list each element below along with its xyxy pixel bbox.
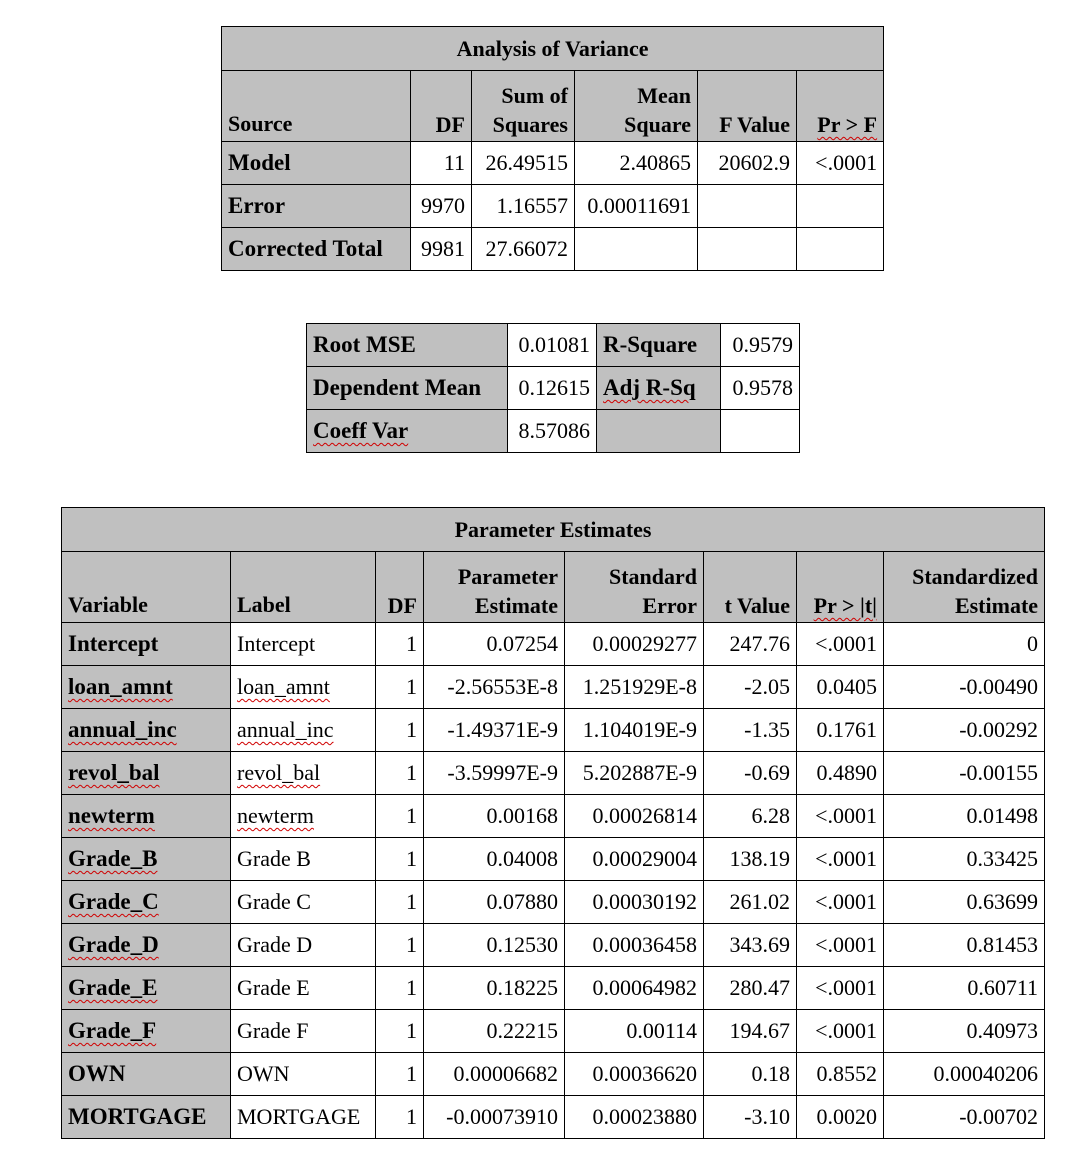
- anova-header-source: Source: [222, 71, 411, 142]
- param-stderr: 5.202887E-9: [565, 752, 704, 795]
- params-header-p: [797, 552, 884, 623]
- param-variable: MORTGAGE: [62, 1096, 231, 1139]
- param-estimate: 0.04008: [424, 838, 565, 881]
- param-variable-text: annual_inc: [68, 717, 177, 742]
- param-stderr: 0.00026814: [565, 795, 704, 838]
- anova-ms: [575, 228, 698, 271]
- anova-header-f: F Value: [698, 71, 797, 142]
- param-t: 138.19: [704, 838, 797, 881]
- fit-row: [307, 324, 800, 367]
- param-p: <.0001: [797, 623, 884, 666]
- anova-df: 9970: [411, 185, 472, 228]
- param-t: -3.10: [704, 1096, 797, 1139]
- anova-header-p: [797, 71, 884, 142]
- params-row: [62, 924, 1045, 967]
- param-label-text: revol_bal: [237, 760, 321, 785]
- param-estimate: 0.18225: [424, 967, 565, 1010]
- anova-header-p-text: Pr > F: [817, 112, 878, 137]
- param-variable: [62, 924, 231, 967]
- param-stderr: 0.00036620: [565, 1053, 704, 1096]
- anova-source: Corrected Total: [222, 228, 411, 271]
- param-label: [231, 709, 376, 752]
- param-p: 0.8552: [797, 1053, 884, 1096]
- param-t: 6.28: [704, 795, 797, 838]
- param-stderr: 1.104019E-9: [565, 709, 704, 752]
- param-t: 343.69: [704, 924, 797, 967]
- fit-label-right: [597, 367, 721, 410]
- params-row: [62, 881, 1045, 924]
- params-row: [62, 1010, 1045, 1053]
- param-stderr: 1.251929E-8: [565, 666, 704, 709]
- anova-p: <.0001: [797, 142, 884, 185]
- param-label: [231, 666, 376, 709]
- fit-value-right: [721, 410, 800, 453]
- param-label: [231, 752, 376, 795]
- anova-p: [797, 228, 884, 271]
- param-std-est: -0.00490: [884, 666, 1045, 709]
- param-std-est: 0.63699: [884, 881, 1045, 924]
- anova-source: Model: [222, 142, 411, 185]
- param-estimate: 0.12530: [424, 924, 565, 967]
- params-row: [62, 752, 1045, 795]
- param-p: <.0001: [797, 967, 884, 1010]
- anova-header-df: DF: [411, 71, 472, 142]
- anova-row: [222, 185, 884, 228]
- anova-source: Error: [222, 185, 411, 228]
- anova-ss: 1.16557: [472, 185, 575, 228]
- param-label: Grade D: [231, 924, 376, 967]
- param-variable: [62, 752, 231, 795]
- params-header-stderr: Standard Error: [565, 552, 704, 623]
- fit-value-left: 0.01081: [508, 324, 597, 367]
- params-header-variable: Variable: [62, 552, 231, 623]
- param-p: 0.1761: [797, 709, 884, 752]
- param-p: <.0001: [797, 1010, 884, 1053]
- anova-ms: 0.00011691: [575, 185, 698, 228]
- param-estimate: -2.56553E-8: [424, 666, 565, 709]
- fit-label-left-text: Coeff Var: [313, 418, 409, 443]
- param-df: 1: [376, 924, 424, 967]
- params-row: [62, 1053, 1045, 1096]
- param-variable: [62, 795, 231, 838]
- param-stderr: 0.00064982: [565, 967, 704, 1010]
- anova-df: 11: [411, 142, 472, 185]
- param-variable-text: Grade_D: [68, 932, 159, 957]
- param-label: Grade E: [231, 967, 376, 1010]
- anova-header-ms: Mean Square: [575, 71, 698, 142]
- param-variable: [62, 838, 231, 881]
- param-df: 1: [376, 752, 424, 795]
- param-p: <.0001: [797, 838, 884, 881]
- fit-value-right: 0.9578: [721, 367, 800, 410]
- params-header-label: Label: [231, 552, 376, 623]
- param-label: Grade F: [231, 1010, 376, 1053]
- param-t: -2.05: [704, 666, 797, 709]
- param-variable-text: Grade_B: [68, 846, 158, 871]
- fit-table: [306, 323, 800, 453]
- anova-row: [222, 228, 884, 271]
- param-variable: [62, 709, 231, 752]
- fit-row: [307, 367, 800, 410]
- anova-header-ss: Sum of Squares: [472, 71, 575, 142]
- param-t: -1.35: [704, 709, 797, 752]
- param-df: 1: [376, 1096, 424, 1139]
- param-std-est: -0.00155: [884, 752, 1045, 795]
- param-variable: Intercept: [62, 623, 231, 666]
- param-df: 1: [376, 709, 424, 752]
- param-t: 0.18: [704, 1053, 797, 1096]
- params-header-df: DF: [376, 552, 424, 623]
- params-row: [62, 623, 1045, 666]
- param-variable: [62, 967, 231, 1010]
- fit-label-right: [597, 410, 721, 453]
- params-row: [62, 838, 1045, 881]
- param-df: 1: [376, 967, 424, 1010]
- param-p: 0.0405: [797, 666, 884, 709]
- anova-f: [698, 228, 797, 271]
- params-header-p-text: Pr > |t|: [813, 593, 877, 618]
- param-std-est: 0.00040206: [884, 1053, 1045, 1096]
- param-t: -0.69: [704, 752, 797, 795]
- param-estimate: 0.00168: [424, 795, 565, 838]
- param-variable: [62, 881, 231, 924]
- param-stderr: 0.00029277: [565, 623, 704, 666]
- param-label: Grade B: [231, 838, 376, 881]
- anova-title: Analysis of Variance: [222, 27, 884, 71]
- param-label-text: annual_inc: [237, 717, 334, 742]
- param-variable: OWN: [62, 1053, 231, 1096]
- param-variable-text: Grade_E: [68, 975, 158, 1000]
- params-table: [61, 507, 1045, 1139]
- param-label-text: loan_amnt: [237, 674, 330, 699]
- params-header-std-est: Standardized Estimate: [884, 552, 1045, 623]
- param-variable-text: loan_amnt: [68, 674, 173, 699]
- params-header-estimate: Parameter Estimate: [424, 552, 565, 623]
- param-std-est: 0.01498: [884, 795, 1045, 838]
- fit-row: [307, 410, 800, 453]
- param-std-est: 0.81453: [884, 924, 1045, 967]
- fit-value-left: 8.57086: [508, 410, 597, 453]
- param-stderr: 0.00029004: [565, 838, 704, 881]
- param-estimate: -1.49371E-9: [424, 709, 565, 752]
- anova-table: [221, 26, 884, 271]
- param-label: OWN: [231, 1053, 376, 1096]
- param-stderr: 0.00036458: [565, 924, 704, 967]
- params-row: [62, 795, 1045, 838]
- param-variable: [62, 1010, 231, 1053]
- param-stderr: 0.00030192: [565, 881, 704, 924]
- param-df: 1: [376, 838, 424, 881]
- anova-f: 20602.9: [698, 142, 797, 185]
- param-std-est: 0.33425: [884, 838, 1045, 881]
- param-std-est: 0.40973: [884, 1010, 1045, 1053]
- param-label-text: newterm: [237, 803, 314, 828]
- param-df: 1: [376, 623, 424, 666]
- param-t: 280.47: [704, 967, 797, 1010]
- param-df: 1: [376, 881, 424, 924]
- param-std-est: -0.00702: [884, 1096, 1045, 1139]
- anova-df: 9981: [411, 228, 472, 271]
- fit-value-left: 0.12615: [508, 367, 597, 410]
- param-stderr: 0.00023880: [565, 1096, 704, 1139]
- param-t: 247.76: [704, 623, 797, 666]
- param-std-est: 0: [884, 623, 1045, 666]
- fit-value-right: 0.9579: [721, 324, 800, 367]
- params-row: [62, 1096, 1045, 1139]
- param-estimate: 0.07254: [424, 623, 565, 666]
- param-p: 0.0020: [797, 1096, 884, 1139]
- param-variable-text: Grade_C: [68, 889, 159, 914]
- param-estimate: 0.00006682: [424, 1053, 565, 1096]
- anova-ss: 27.66072: [472, 228, 575, 271]
- param-estimate: 0.07880: [424, 881, 565, 924]
- anova-p: [797, 185, 884, 228]
- params-title: Parameter Estimates: [62, 508, 1045, 552]
- anova-ms: 2.40865: [575, 142, 698, 185]
- param-label: Intercept: [231, 623, 376, 666]
- param-df: 1: [376, 795, 424, 838]
- params-header-t: t Value: [704, 552, 797, 623]
- param-t: 261.02: [704, 881, 797, 924]
- anova-ss: 26.49515: [472, 142, 575, 185]
- fit-label-left: [307, 410, 508, 453]
- param-variable-text: revol_bal: [68, 760, 160, 785]
- params-row: [62, 967, 1045, 1010]
- param-df: 1: [376, 1053, 424, 1096]
- param-estimate: -3.59997E-9: [424, 752, 565, 795]
- param-label: Grade C: [231, 881, 376, 924]
- param-std-est: 0.60711: [884, 967, 1045, 1010]
- param-label: [231, 795, 376, 838]
- params-row: [62, 666, 1045, 709]
- param-stderr: 0.00114: [565, 1010, 704, 1053]
- param-label: MORTGAGE: [231, 1096, 376, 1139]
- anova-f: [698, 185, 797, 228]
- anova-row: [222, 142, 884, 185]
- param-std-est: -0.00292: [884, 709, 1045, 752]
- param-t: 194.67: [704, 1010, 797, 1053]
- param-variable-text: newterm: [68, 803, 155, 828]
- param-p: <.0001: [797, 881, 884, 924]
- param-df: 1: [376, 1010, 424, 1053]
- params-row: [62, 709, 1045, 752]
- param-estimate: 0.22215: [424, 1010, 565, 1053]
- fit-label-right-text: Adj R-Sq: [603, 375, 696, 400]
- fit-label-left: Dependent Mean: [307, 367, 508, 410]
- param-p: <.0001: [797, 924, 884, 967]
- fit-label-right: R-Square: [597, 324, 721, 367]
- param-variable: [62, 666, 231, 709]
- param-p: <.0001: [797, 795, 884, 838]
- fit-label-left: Root MSE: [307, 324, 508, 367]
- param-p: 0.4890: [797, 752, 884, 795]
- param-df: 1: [376, 666, 424, 709]
- param-estimate: -0.00073910: [424, 1096, 565, 1139]
- param-variable-text: Grade_F: [68, 1018, 157, 1043]
